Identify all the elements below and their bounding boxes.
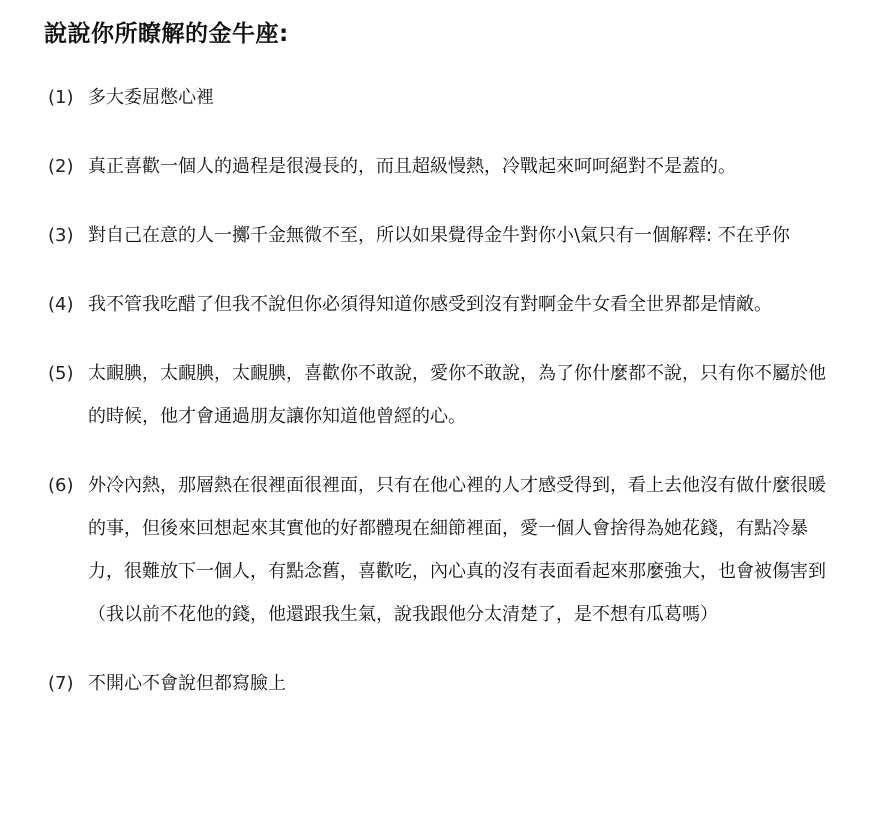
item-text: 不開心不會說但都寫臉上 [88, 673, 286, 694]
item-text: 太靦腆，太靦腆，太靦腆，喜歡你不敢說，愛你不敢說，為了你什麼都不說，只有你不屬於他的時候，他才會通過朋友讓你知道他曾經的心。 [88, 363, 826, 427]
item-number: (7) [48, 673, 74, 694]
list-item [48, 214, 834, 257]
trait-list [44, 76, 834, 705]
item-number: (4) [48, 294, 74, 315]
list-item [48, 464, 834, 636]
item-text: 真正喜歡一個人的過程是很漫長的，而且超級慢熱，冷戰起來呵呵絕對不是蓋的。 [88, 156, 736, 177]
item-text: 我不管我吃醋了但我不說但你必須得知道你感受到沒有對啊金牛女看全世界都是情敵。 [88, 294, 772, 315]
list-item [48, 283, 834, 326]
item-number: (5) [48, 363, 74, 384]
item-text: 外冷內熱，那層熱在很裡面很裡面，只有在他心裡的人才感受得到，看上去他沒有做什麼很暖的事，但後來回想起來其實他的好都體現在細節裡面，愛一個人會捨得為她花錢，有點冷暴力，很難放下一個人，有點念舊，喜歡吃，內心真的沒有表面看起來那麼強大，也會被傷害到（我以前不花他的錢，他還跟我生氣，說我跟他分太清楚了，是不想有瓜葛嗎） [88, 475, 826, 625]
list-item [48, 352, 834, 438]
item-text: 多大委屈憋心裡 [88, 87, 214, 108]
list-item [48, 76, 834, 119]
item-number: (1) [48, 87, 74, 108]
item-number: (3) [48, 225, 74, 246]
item-number: (6) [48, 475, 74, 496]
item-text: 對自己在意的人一擲千金無微不至，所以如果覺得金牛對你小\氣只有一個解釋: 不在乎你 [88, 225, 790, 246]
item-number: (2) [48, 156, 74, 177]
list-item [48, 145, 834, 188]
list-item [48, 662, 834, 705]
page-title: 說說你所瞭解的金牛座: [44, 21, 289, 47]
